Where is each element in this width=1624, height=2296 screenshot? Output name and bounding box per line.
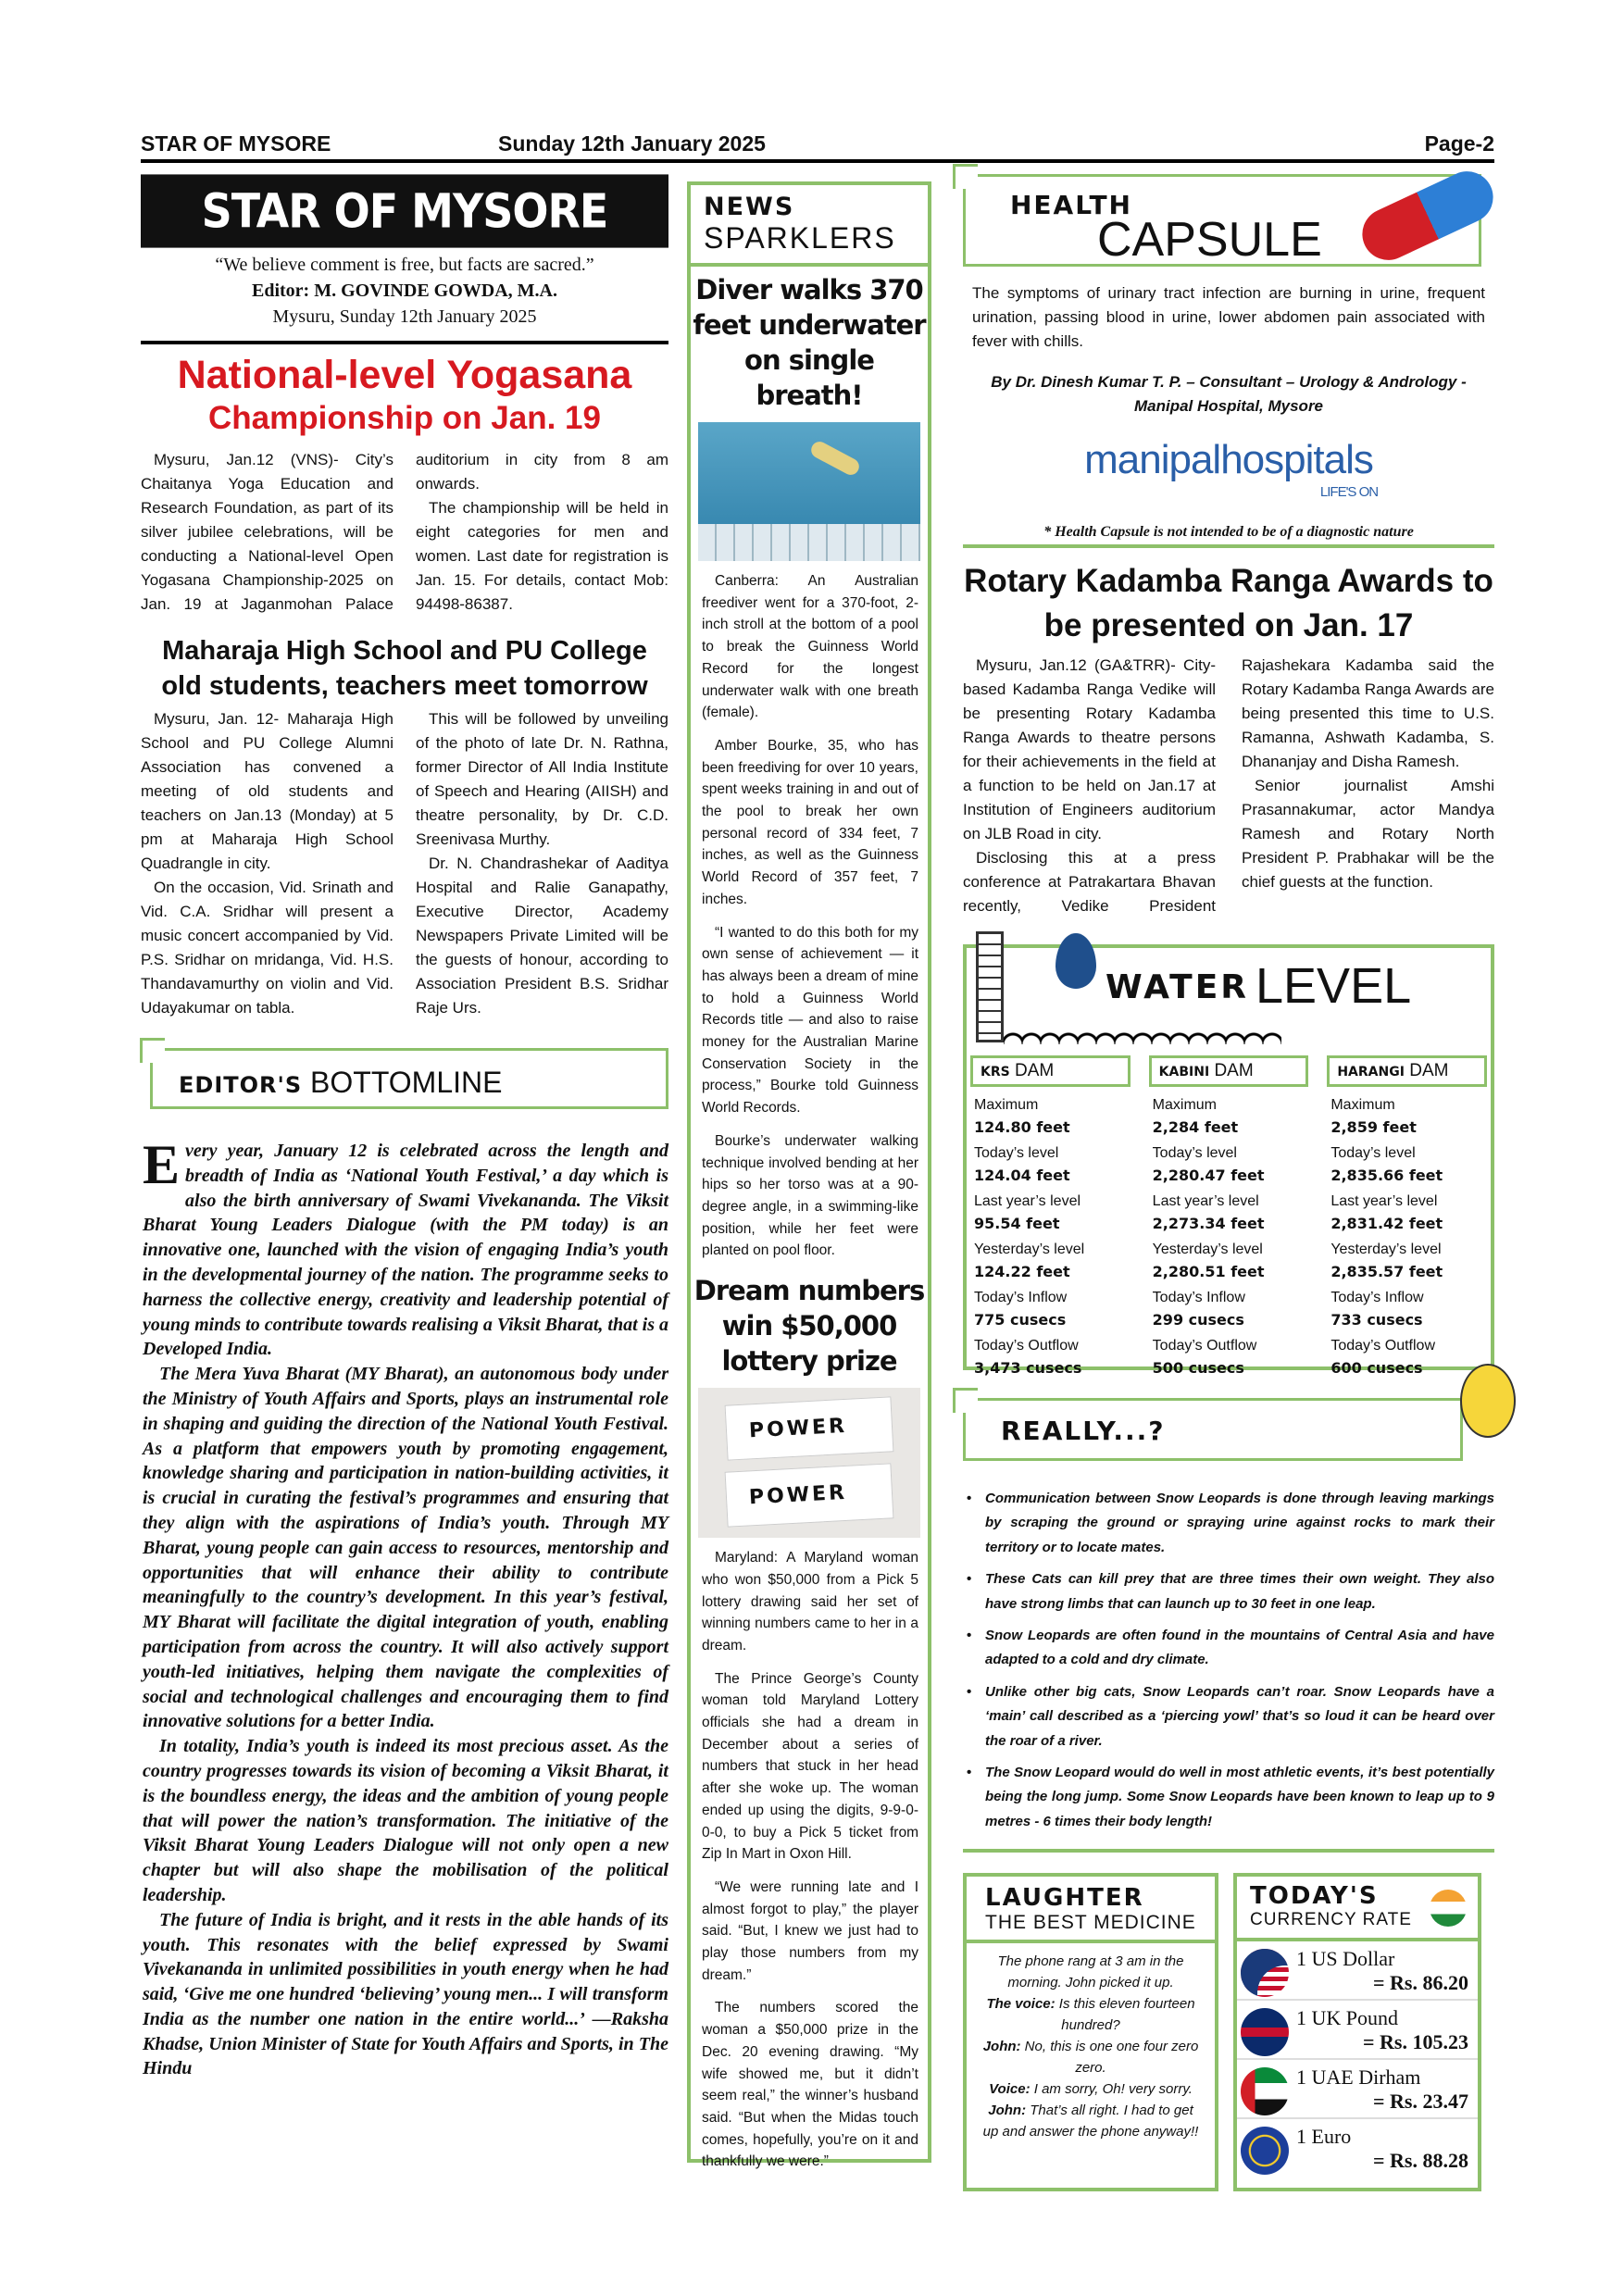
dam-value: 2,280.47 feet bbox=[1152, 1167, 1265, 1184]
masthead-motto-block bbox=[141, 252, 668, 330]
health-tag: HEALTH bbox=[1010, 190, 1132, 220]
list-item: • The Snow Leopard would do well in most athletic events, it’s best potentially being the long jump. Some Snow Leopards have been known to leap up to 9 metres - 6 times their body length! bbox=[963, 1761, 1494, 1834]
currency-row bbox=[1237, 1941, 1478, 2001]
dam-label: Last year’s level bbox=[1152, 1193, 1259, 1209]
dam-value: 600 cusecs bbox=[1330, 1359, 1423, 1377]
manipal-logo-text: manipalhospitals bbox=[1084, 437, 1373, 482]
article-paragraph: The Prince George’s County woman told Maryland Lottery officials she had a dream in December about a series of numbers that stuck in her head after she woke up. The woman ended up using the digits, 9-9-0-0-0, to buy a Pick 5 ticket from Zip In Mart in Oxon Hill. bbox=[702, 1670, 918, 1863]
article-paragraph: Bourke’s underwater walking technique involved bending at her hips so her torso was at a 90-degree angle, in a swimming-like position, while her feet were planted on pool floor. bbox=[702, 1132, 918, 1259]
currency-row bbox=[1237, 2119, 1478, 2178]
lottery-photo bbox=[698, 1388, 920, 1538]
dam-value: 2,831.42 feet bbox=[1330, 1215, 1443, 1232]
article-paragraph: Dr. N. Chandrashekar of Aaditya Hospital and Ralie Ganapathy, Executive Director, Academy Newspapers Private Limited will be the guests of honour, according to Association President B.S. Sridhar Raje Urs. bbox=[416, 855, 668, 1017]
article-paragraph: Mysuru, Jan.12 (VNS)- City’s Chaitanya Yoga Education and Research Foundation, as part of its silver jubilee celebrations, will be conducting a National-level Open Yogasana Championship-2025 on Jan. 19 at Jaganmohan Palace auditorium in city from 8 am onwards. bbox=[141, 451, 668, 613]
uk-flag-icon bbox=[1241, 2008, 1289, 2056]
article-paragraph: Canberra: An Australian freediver went for a 370-foot, 2-inch stroll at the bottom of a pool to break the Guinness World Record for the longest underwater walk with one breath (female). bbox=[702, 573, 918, 721]
header-date: Sunday 12th January 2025 bbox=[498, 131, 766, 156]
diver-headline: Diver walks 370 feet underwater on single breath! bbox=[693, 274, 926, 411]
joke-line: No, this is one one four zero zero. bbox=[1020, 2039, 1199, 2077]
yoga-article-body bbox=[141, 448, 668, 617]
article-paragraph: Disclosing this at a press conference at Patrakartara Bhavan recently, Vedike President Rajashekara Kadamba said the Rotary Kadamba Ranga Awards are being presented this time to U.S. Ramanna, Ashwath Kadamba, S. Dhananjay and Disha Ramesh. bbox=[963, 656, 1494, 915]
maharaja-article-body bbox=[141, 707, 668, 1020]
water-drop-icon bbox=[1056, 933, 1096, 989]
page-header bbox=[141, 130, 1494, 163]
health-text: The symptoms of urinary tract infection are burning in urine, frequent urination, passing blood in urine, lower abdomen pain associated with fever with chills. bbox=[972, 284, 1485, 350]
divider bbox=[141, 341, 668, 344]
dam-suffix: DAM bbox=[1015, 1061, 1055, 1080]
india-flag-icon bbox=[1430, 1890, 1467, 1927]
dam-name: HARANGI bbox=[1337, 1065, 1405, 1079]
us-flag-icon bbox=[1241, 1949, 1289, 1997]
joke-speaker: John: bbox=[982, 2039, 1021, 2055]
rotary-article-body bbox=[963, 654, 1494, 918]
really-facts-list bbox=[963, 1487, 1494, 1834]
maharaja-headline: Maharaja High School and PU College old students, teachers meet tomorrow bbox=[161, 636, 648, 701]
currency-rate: = Rs. 23.47 bbox=[1373, 2090, 1468, 2114]
joke-text bbox=[967, 1943, 1215, 2150]
yoga-headline-2: Championship on Jan. 19 bbox=[208, 400, 601, 436]
laughter-tag: LAUGHTER bbox=[985, 1884, 1144, 1913]
divider bbox=[691, 263, 928, 267]
dam-label: Maximum bbox=[974, 1097, 1039, 1113]
diver-article-body bbox=[691, 570, 928, 1262]
dam-label: Today’s Outflow bbox=[974, 1338, 1079, 1354]
dam-suffix: DAM bbox=[1409, 1061, 1449, 1080]
health-byline: By Dr. Dinesh Kumar T. P. – Consultant – Urology & Andrology - Manipal Hospital, Mysore bbox=[991, 373, 1467, 415]
uae-flag-icon bbox=[1241, 2067, 1289, 2115]
dam-label: Yesterday’s level bbox=[974, 1242, 1085, 1257]
editorial-body bbox=[143, 1134, 668, 2081]
editorial-paragraph: In totality, India’s youth is indeed its most precious asset. As the country progresses towards its vision of becoming a Viksit Bharat, it is the boundless energy, the ideas and the ambition of young people that will power the nation’s transformation. The initiative of the Viksit Bharat Young Leaders Dialogue will not only open a new chapter but will also shape the mobilisation of the political leadership. bbox=[143, 1736, 668, 1905]
dam-label: Today’s Outflow bbox=[1152, 1338, 1257, 1354]
list-item: • Unlike other big cats, Snow Leopards can’t roar. Snow Leopards have a ‘main’ call described as a ‘piercing yowl’ that’s so loud it can be heard over the roar of a river. bbox=[963, 1680, 1494, 1753]
capsule-pill-icon bbox=[1354, 163, 1502, 268]
list-item: • These Cats can kill prey that are three times their own weight. They also have strong limbs that can launch up to 30 feet in one leap. bbox=[963, 1567, 1494, 1616]
dam-label: Today’s level bbox=[1152, 1145, 1237, 1161]
bottom-boxes bbox=[963, 1873, 1494, 2191]
editorial-paragraph: very year, January 12 is celebrated across the length and breadth of India as ‘National Youth Festival,’ a day which is also the birth anniversary of Swami Vivekananda. The Viksit Bharat Young Leaders Dialogue (with the PM today) is an innovative one, launched with the vision of engaging India’s youth in the developmental journey of the nation. The programme seeks to harness the collective energy, creativity and leadership potential of young minds to contribute towards realising a Viksit Bharat, that is a Developed India. bbox=[143, 1141, 668, 1360]
dam-kabini bbox=[1149, 1055, 1309, 1383]
dam-name: KRS bbox=[981, 1065, 1010, 1079]
ticket-text: POWER bbox=[725, 1463, 894, 1527]
dam-value: 124.80 feet bbox=[974, 1118, 1070, 1136]
list-item: • Snow Leopards are often found in the mountains of Central Asia and have adapted to a cold and dry climate. bbox=[963, 1624, 1494, 1673]
news-tag: NEWS bbox=[704, 193, 795, 221]
water-gauge-icon bbox=[976, 931, 1004, 1042]
dam-label: Today’s Inflow bbox=[974, 1290, 1068, 1305]
article-paragraph: Maryland: A Maryland woman who won $50,000 from a Pick 5 lottery drawing said her set of winning numbers came to her in a dream. bbox=[702, 1550, 918, 1653]
dam-label: Yesterday’s level bbox=[1152, 1242, 1263, 1257]
article-paragraph: Amber Bourke, 35, who has been freediving for over 10 years, spent weeks training in and out of the pool to break her own personal record of 334 feet, 7 inches, as well as the Guinness World Record of 357 feet, 7 inches. bbox=[702, 737, 918, 907]
joke-speaker: John: bbox=[988, 2103, 1027, 2119]
laughter-subtag: THE BEST MEDICINE bbox=[985, 1912, 1196, 1934]
really-title: REALLY...? bbox=[1001, 1416, 1166, 1446]
editorial-paragraph: The Mera Yuva Bharat (MY Bharat), an autonomous body under the Ministry of Youth Affairs and Sports, plays an instrumental role in shaping and guiding the direction of the National Youth Festival. As a platform that empowers youth by promoting engagement, knowledge sharing and participation in nation-building activities, it is crucial in curating the festival’s programmes and ensuring that they align with the aspirations of India’s youth. Through MY Bharat, young people can gain access to resources, mentorship and opportunities that will enhance their ability to contribute meaningfully to the country’s development. In this year’s festival, MY Bharat will facilitate the digital integration of youth, enabling participation from across the country. It will also actively support youth-led initiatives, helping them navigate the complexities of social and technological challenges and encouraging them to find innovative solutions for a better India. bbox=[143, 1364, 668, 1732]
manipal-logo-tagline: LIFE'S ON bbox=[1319, 484, 1379, 500]
dam-label: Today’s Inflow bbox=[1330, 1290, 1424, 1305]
dam-value: 2,859 feet bbox=[1330, 1118, 1417, 1136]
right-column bbox=[963, 174, 1494, 2191]
lottery-headline: Dream numbers win $50,000 lottery prize bbox=[693, 1275, 925, 1378]
masthead-editor: Editor: M. GOVINDE GOWDA, M.A. bbox=[252, 281, 557, 301]
dam-value: 733 cusecs bbox=[1330, 1311, 1423, 1329]
currency-subtag: CURRENCY RATE bbox=[1250, 1910, 1412, 1930]
dam-label: Today’s Outflow bbox=[1330, 1338, 1435, 1354]
dam-value: 299 cusecs bbox=[1152, 1311, 1244, 1329]
dam-value: 2,280.51 feet bbox=[1152, 1263, 1265, 1280]
dam-value: 2,835.66 feet bbox=[1330, 1167, 1443, 1184]
dam-value: 3,473 cusecs bbox=[974, 1359, 1082, 1377]
dam-table bbox=[970, 1055, 1487, 1383]
currency-rate: = Rs. 88.28 bbox=[1373, 2149, 1468, 2173]
joke-line: The phone rang at 3 am in the morning. John picked it up. bbox=[997, 1953, 1184, 1991]
dam-label: Today’s Inflow bbox=[1152, 1290, 1245, 1305]
dam-label: Today’s level bbox=[974, 1145, 1059, 1161]
joke-speaker: The voice: bbox=[986, 1996, 1056, 2013]
currency-rate: = Rs. 105.23 bbox=[1363, 2030, 1468, 2054]
dam-value: 124.22 feet bbox=[974, 1263, 1070, 1280]
laughter-box bbox=[963, 1873, 1218, 2191]
dam-value: 124.04 feet bbox=[974, 1167, 1070, 1184]
diver-photo bbox=[698, 422, 920, 561]
editorial-title: BOTTOMLINE bbox=[310, 1066, 503, 1099]
dam-suffix: DAM bbox=[1214, 1061, 1254, 1080]
divider bbox=[963, 1849, 1494, 1853]
masthead-dateline: Mysuru, Sunday 12th January 2025 bbox=[272, 306, 537, 327]
dam-value: 500 cusecs bbox=[1152, 1359, 1244, 1377]
news-sparklers-column bbox=[687, 181, 931, 2170]
joke-line: I am sorry, Oh! very sorry. bbox=[1030, 2081, 1193, 2098]
dam-label: Today’s level bbox=[1330, 1145, 1416, 1161]
article-paragraph: Mysuru, Jan.12 (GA&TRR)- City-based Kadamba Ranga Vedike will be presenting Rotary Kadamba Ranga Awards to theatre persons for their achievements in the field at a function to be held on Jan.17 at Institution of Engineers auditorium on JLB Road in city. bbox=[963, 656, 1216, 842]
dam-value: 95.54 feet bbox=[974, 1215, 1060, 1232]
level-tag: LEVEL bbox=[1255, 958, 1412, 1014]
article-paragraph: This will be followed by unveiling of the photo of late Dr. N. Rathna, former Director of All India Institute of Speech and Hearing (AIISH) and theatre personality, by Dr. C.D. Sreenivasa Murthy. bbox=[416, 710, 668, 848]
really-section-header bbox=[963, 1398, 1463, 1461]
header-paper-name: STAR OF MYSORE bbox=[141, 131, 331, 156]
article-paragraph: Senior journalist Amshi Prasannakumar, actor Mandya Ramesh and Rotary North President P. Prabhakar will be the chief guests at the function. bbox=[1242, 777, 1494, 891]
dam-value: 2,284 feet bbox=[1152, 1118, 1239, 1136]
currency-name: 1 UAE Dirham bbox=[1296, 2065, 1421, 2090]
capsule-tag: CAPSULE bbox=[1097, 213, 1322, 267]
article-paragraph: “I wanted to do this both for my own sense of achievement — it has always been a dream of mine to hold a Guinness World Records title — and also to raise money for the Australian Marine Conservation Society in the process,” Bourke told Guinness World Records. bbox=[702, 924, 918, 1117]
article-paragraph: On the occasion, Vid. Srinath and Vid. C.A. Sridhar will present a music concert accompanied by Vid. P.S. Sridhar on mridanga, Vid. H.S. Thandavamurthy on violin and Vid. Udayakumar on tabla. bbox=[141, 879, 394, 1017]
joke-line: That’s all right. I had to get up and answer the phone anyway!! bbox=[982, 2103, 1199, 2140]
header-page-number: Page-2 bbox=[1424, 131, 1494, 156]
sparklers-tag: SPARKLERS bbox=[704, 221, 896, 255]
joke-speaker: Voice: bbox=[989, 2081, 1031, 2098]
dam-value: 775 cusecs bbox=[974, 1311, 1067, 1329]
health-capsule-header bbox=[963, 174, 1481, 267]
lightbulb-icon bbox=[1460, 1364, 1516, 1438]
list-item: • Communication between Snow Leopards is done through leaving markings by scraping the ground or spraying urine against rocks to mark their territory or to locate mates. bbox=[963, 1487, 1494, 1560]
editorial-section-header bbox=[150, 1048, 668, 1109]
manipal-logo bbox=[963, 437, 1494, 502]
dam-label: Last year’s level bbox=[1330, 1193, 1438, 1209]
dam-name: KABINI bbox=[1158, 1065, 1210, 1079]
currency-rate: = Rs. 86.20 bbox=[1373, 1971, 1468, 1995]
water-level-box bbox=[963, 944, 1494, 1377]
currency-name: 1 Euro bbox=[1296, 2125, 1352, 2149]
article-paragraph: The championship will be held in eight categories for men and women. Last date for registration is Jan. 15. For details, contact Mob: 94498-86387. bbox=[416, 499, 668, 613]
joke-line: Is this eleven fourteen hundred? bbox=[1055, 1996, 1195, 2034]
dam-krs bbox=[970, 1055, 1131, 1383]
currency-tag: TODAY'S bbox=[1250, 1882, 1379, 1911]
dam-value: 2,273.34 feet bbox=[1152, 1215, 1265, 1232]
masthead-title: STAR OF MYSORE bbox=[141, 174, 668, 247]
dam-label: Maximum bbox=[1330, 1097, 1395, 1113]
dam-harangi bbox=[1327, 1055, 1487, 1383]
rotary-headline: Rotary Kadamba Ranga Awards to be presented on Jan. 17 bbox=[964, 563, 1493, 643]
masthead-motto: “We believe comment is free, but facts are sacred.” bbox=[215, 255, 594, 275]
editorial-paragraph: The future of India is bright, and it rests in the able hands of its youth. This resonates with the belief expressed by Swami Vivekananda in unlimited possibilities in youth energy when he had said, ‘Give me one hundred ‘believing’ young men... I will transform India as the number one nation in the entire world...’ —Raksha Khadse, Union Minister of State for Youth Affairs and Sports, in The Hindu bbox=[143, 1909, 668, 2079]
yoga-headline-1: National-level Yogasana bbox=[177, 353, 632, 397]
editorial-tag: EDITOR'S bbox=[179, 1072, 303, 1098]
water-tag: WATER bbox=[1106, 968, 1250, 1006]
left-column bbox=[141, 178, 668, 2081]
dam-label: Maximum bbox=[1152, 1097, 1218, 1113]
ticket-text: POWER bbox=[725, 1396, 894, 1460]
currency-name: 1 UK Pound bbox=[1296, 2006, 1399, 2030]
article-paragraph: Mysuru, Jan. 12- Maharaja High School and PU College Alumni Association has convened a meeting of old students and teachers on Jan.13 (Monday) at 5 pm at Maharaja High School Quadrangle in city. bbox=[141, 710, 394, 872]
lottery-article-body bbox=[691, 1547, 928, 2173]
dam-label: Yesterday’s level bbox=[1330, 1242, 1442, 1257]
article-paragraph: The numbers scored the woman a $50,000 prize in the Dec. 20 evening drawing. “My wife showed me, but it didn’t seem real,” the winner’s husband said. “But when the Midas touch comes, hopefully, you’re on it and thankfully we were.” bbox=[702, 2000, 918, 2170]
currency-row bbox=[1237, 2001, 1478, 2060]
currency-box bbox=[1233, 1873, 1481, 2191]
health-disclaimer: * Health Capsule is not intended to be of a diagnostic nature bbox=[963, 524, 1494, 548]
dam-label: Last year’s level bbox=[974, 1193, 1081, 1209]
waves-icon bbox=[1004, 1026, 1281, 1044]
dam-value: 2,835.57 feet bbox=[1330, 1263, 1443, 1280]
eu-flag-icon bbox=[1241, 2127, 1289, 2175]
currency-row bbox=[1237, 2060, 1478, 2119]
currency-name: 1 US Dollar bbox=[1296, 1947, 1395, 1971]
drop-cap: E bbox=[143, 1134, 181, 1195]
article-paragraph: “We were running late and I almost forgot to play,” the player said. “But, I knew we just had to play those numbers from my dream.” bbox=[702, 1878, 918, 1983]
